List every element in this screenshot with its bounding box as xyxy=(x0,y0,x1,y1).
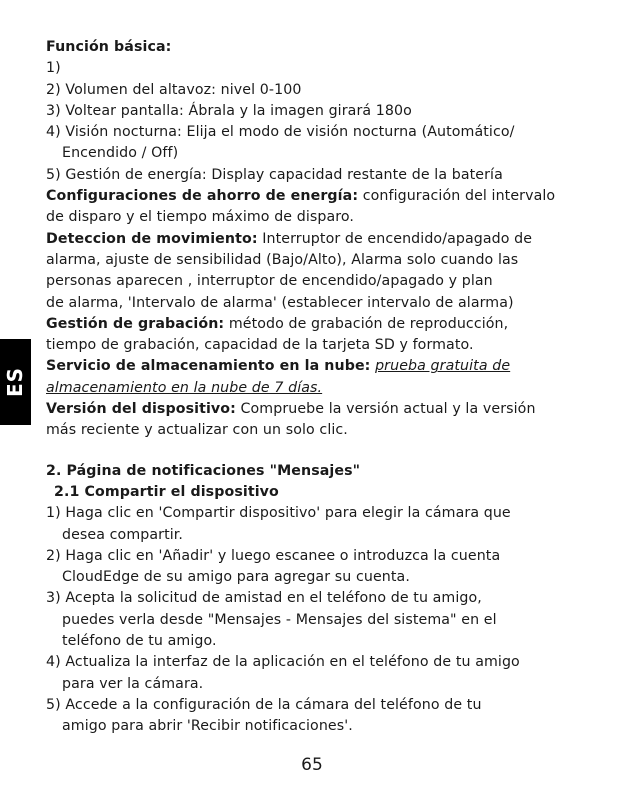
page-number: 65 xyxy=(301,755,323,775)
share-step: 5) Accede a la configuración de la cámara del teléfono de tu xyxy=(46,696,482,713)
basic-item: 4) Visión nocturna: Elija el modo de visión nocturna (Automático/ xyxy=(46,124,515,141)
motion-detection-text-continued: alarma, ajuste de sensibilidad (Bajo/Alto), Alarma solo cuando las xyxy=(46,251,519,268)
motion-detection-text-continued: de alarma, 'Intervalo de alarma' (establecer intervalo de alarma) xyxy=(46,294,514,311)
cloud-label: Servicio de almacenamiento en la nube: xyxy=(46,358,371,375)
power-saving-label: Configuraciones de ahorro de energía: xyxy=(46,188,359,205)
cloud-line-continued xyxy=(46,378,586,399)
cloud-line xyxy=(46,356,586,377)
notifications-heading: 2. Página de notificaciones "Mensajes" xyxy=(46,462,361,479)
share-step-continued: desea compartir. xyxy=(62,526,184,543)
cloud-trial-link[interactable]: prueba gratuita de xyxy=(375,358,511,375)
basic-item: 1) xyxy=(46,60,61,77)
motion-detection-text: Interruptor de encendido/apagado de xyxy=(257,230,533,247)
language-tab xyxy=(0,339,31,425)
share-step-continued: puedes verla desde "Mensajes - Mensajes del sistema" en el xyxy=(62,611,497,628)
version-text: Compruebe la versión actual y la versión xyxy=(235,401,536,418)
manual-page-body xyxy=(46,37,586,738)
share-step-continued: para ver la cámara. xyxy=(62,675,204,692)
motion-detection-text-continued: personas aparecen , interruptor de encendido/apagado y plan xyxy=(46,273,493,290)
power-saving-text: configuración del intervalo xyxy=(358,188,556,205)
basic-item: 2) Volumen del altavoz: nivel 0-100 xyxy=(46,81,302,98)
basic-item-continued: Encendido / Off) xyxy=(62,145,179,162)
version-label: Versión del dispositivo: xyxy=(46,401,236,418)
motion-detection-label: Deteccion de movimiento: xyxy=(46,230,258,247)
power-saving-text-continued: de disparo y el tiempo máximo de disparo. xyxy=(46,209,355,226)
section-spacer xyxy=(46,442,586,461)
version-line xyxy=(46,399,586,420)
basic-function-heading: Función básica: xyxy=(46,39,172,55)
share-step-continued: CloudEdge de su amigo para agregar su cuenta. xyxy=(62,569,410,586)
share-step-continued: amigo para abrir 'Recibir notificaciones'. xyxy=(62,718,353,735)
power-saving-line xyxy=(46,186,586,207)
recording-text-continued: tiempo de grabación, capacidad de la tarjeta SD y formato. xyxy=(46,337,474,354)
share-step: 2) Haga clic en 'Añadir' y luego escanee o introduzca la cuenta xyxy=(46,547,501,564)
basic-item: 3) Voltear pantalla: Ábrala y la imagen girará 180o xyxy=(46,102,412,119)
recording-text: método de grabación de reproducción, xyxy=(224,315,509,332)
share-device-subheading: 2.1 Compartir el dispositivo xyxy=(54,483,279,500)
share-step-continued: teléfono de tu amigo. xyxy=(62,633,217,650)
recording-line xyxy=(46,314,586,335)
version-text-continued: más reciente y actualizar con un solo clic. xyxy=(46,422,348,439)
motion-detection-line xyxy=(46,229,586,250)
recording-label: Gestión de grabación: xyxy=(46,315,225,332)
language-tab-label: ES xyxy=(3,366,28,398)
basic-item: 5) Gestión de energía: Display capacidad restante de la batería xyxy=(46,166,503,183)
cloud-trial-link-continued[interactable]: almacenamiento en la nube de 7 días. xyxy=(46,379,323,396)
share-step: 3) Acepta la solicitud de amistad en el teléfono de tu amigo, xyxy=(46,590,482,607)
share-step: 1) Haga clic en 'Compartir dispositivo' para elegir la cámara que xyxy=(46,505,511,522)
share-step: 4) Actualiza la interfaz de la aplicación en el teléfono de tu amigo xyxy=(46,654,520,671)
